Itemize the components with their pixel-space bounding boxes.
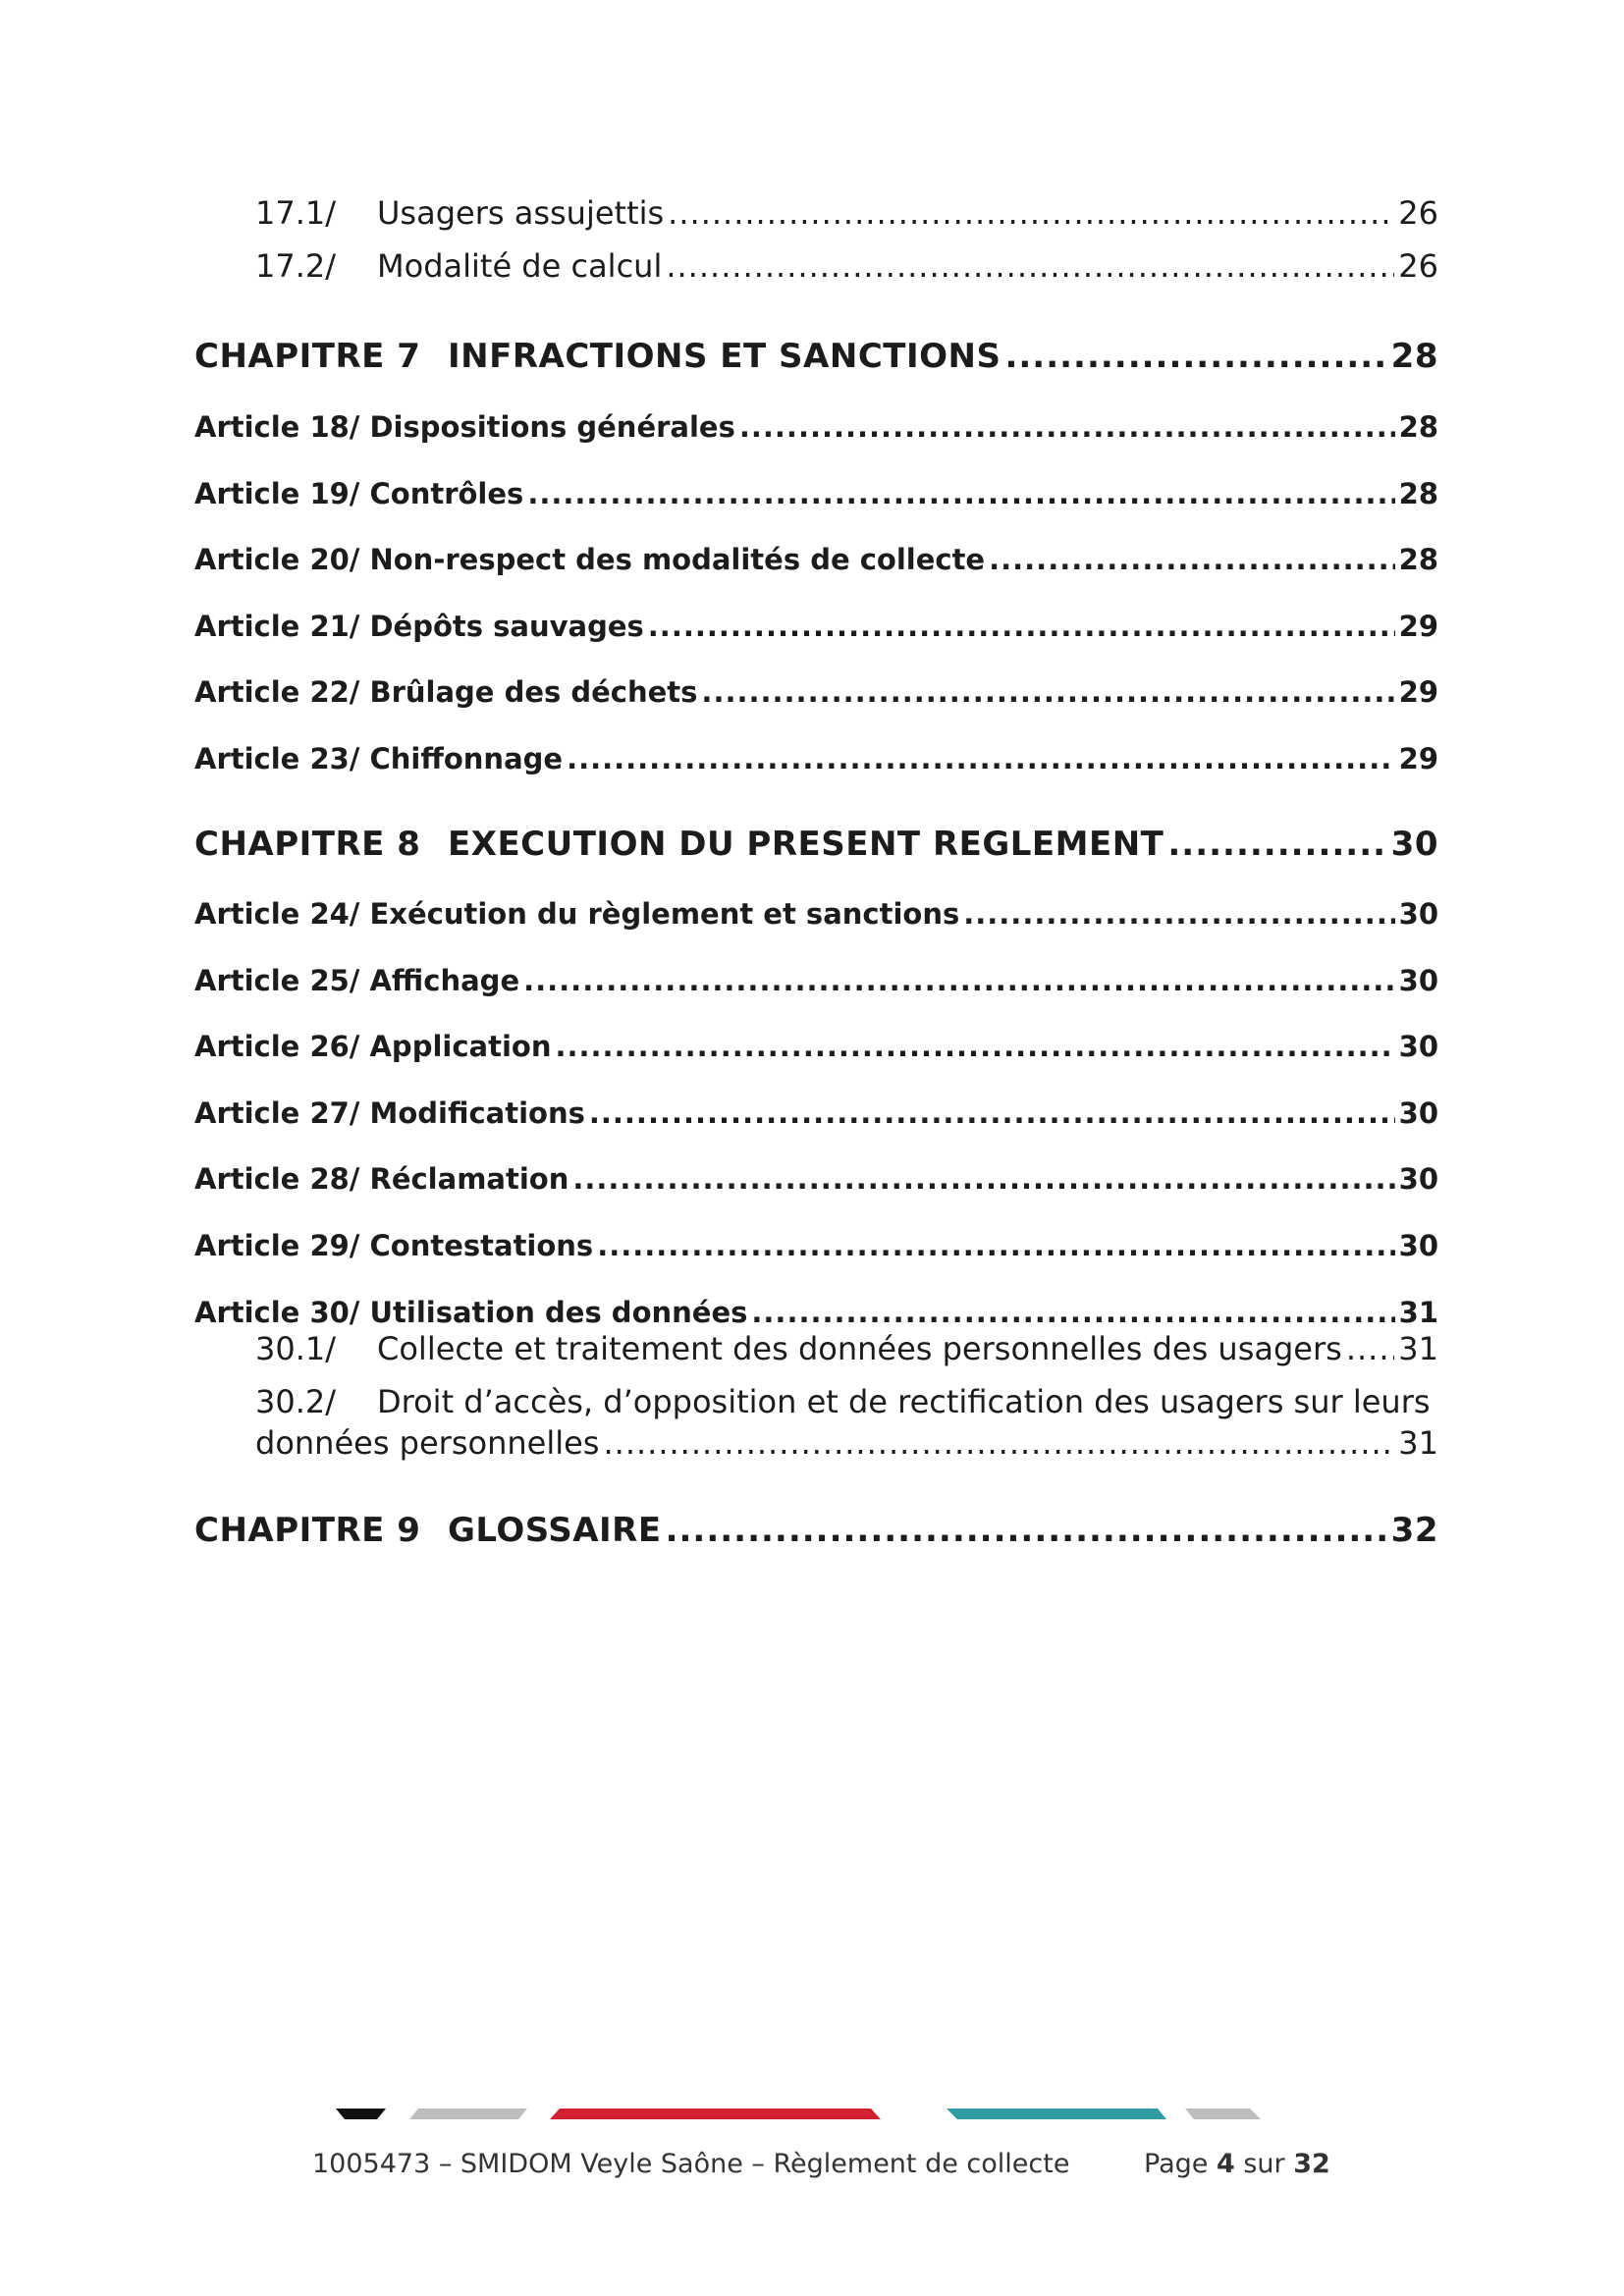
dot-leader: [597, 1229, 1394, 1262]
toc-chapter-7[interactable]: [194, 337, 1438, 376]
toc-entry-page: 29: [1398, 742, 1438, 775]
dot-leader: [555, 1030, 1394, 1063]
chapter-title: INFRACTIONS ET SANCTIONS: [448, 337, 1001, 376]
toc-article-23[interactable]: [194, 742, 1438, 775]
toc-article-30[interactable]: [194, 1296, 1438, 1329]
toc-entry-label: Article 20/ Non-respect des modalités de collecte: [194, 543, 986, 576]
toc-entry-page: 30: [1398, 1162, 1438, 1196]
toc-entry-label: Article 28/ Réclamation: [194, 1162, 569, 1196]
footer-page-number: [1144, 2149, 1330, 2179]
toc-entry-label: Modalité de calcul: [377, 247, 663, 285]
toc-entry-label: Article 26/ Application: [194, 1030, 552, 1063]
toc-entry-page: 31: [1398, 1296, 1438, 1329]
chapter-title: GLOSSAIRE: [448, 1511, 662, 1550]
dot-leader: [1346, 1330, 1394, 1367]
toc-entry-page: 30: [1398, 1096, 1438, 1130]
toc-entry-page: 30: [1398, 1229, 1438, 1262]
toc-entry-label: Article 18/ Dispositions générales: [194, 410, 735, 444]
toc-entry-page: 28: [1398, 477, 1438, 510]
dot-leader: [701, 675, 1394, 709]
toc-entry-label: Article 21/ Dépôts sauvages: [194, 610, 644, 643]
toc-entry-line: [255, 1383, 1438, 1420]
toc-article-26[interactable]: [194, 1030, 1438, 1063]
toc-article-18[interactable]: [194, 410, 1438, 444]
toc-article-22[interactable]: [194, 675, 1438, 709]
dot-leader: [963, 897, 1394, 931]
toc-entry-17-2[interactable]: [255, 247, 1438, 285]
toc-article-20[interactable]: [194, 543, 1438, 576]
toc-entry-label: Article 24/ Exécution du règlement et sanctions: [194, 897, 960, 931]
toc-article-19[interactable]: [194, 477, 1438, 510]
toc-entry-number: 17.1/: [255, 194, 337, 232]
toc-entry-label: Article 19/ Contrôles: [194, 477, 524, 510]
toc-article-21[interactable]: [194, 610, 1438, 643]
toc-chapter-8[interactable]: [194, 825, 1438, 864]
toc-entry-17-1[interactable]: [255, 194, 1438, 232]
dot-leader: [751, 1296, 1394, 1329]
chapter-number: CHAPITRE 9: [194, 1511, 421, 1550]
toc-entry-page: 28: [1390, 337, 1438, 376]
toc-article-29[interactable]: [194, 1229, 1438, 1262]
dot-leader: [668, 194, 1394, 232]
toc-entry-page: 30: [1398, 964, 1438, 997]
toc-entry-number: 30.2/: [255, 1383, 337, 1420]
dot-leader: [603, 1424, 1394, 1462]
dot-leader: [523, 964, 1395, 997]
toc-entry-page: 29: [1398, 675, 1438, 709]
toc-entry-page: 28: [1398, 543, 1438, 576]
chapter-title: EXECUTION DU PRESENT REGLEMENT: [448, 825, 1164, 864]
dot-leader: [666, 247, 1394, 285]
toc-chapter-9[interactable]: [194, 1511, 1438, 1550]
toc-entry-number: 30.1/: [255, 1330, 337, 1367]
dot-leader: [567, 742, 1395, 775]
toc-entry-page: 31: [1398, 1330, 1438, 1367]
footer-page-total: 32: [1293, 2149, 1330, 2179]
toc-entry-label-continued: données personnelles: [255, 1424, 600, 1462]
toc-article-27[interactable]: [194, 1096, 1438, 1130]
toc-entry-label: Article 30/ Utilisation des données: [194, 1296, 748, 1329]
dot-leader: [589, 1096, 1395, 1130]
toc-entry-page: 30: [1398, 897, 1438, 931]
toc-entry-label: Article 22/ Brûlage des déchets: [194, 675, 698, 709]
dot-leader: [572, 1162, 1394, 1196]
toc-entry-30-2[interactable]: [255, 1383, 1438, 1462]
chapter-number: CHAPITRE 7: [194, 337, 421, 376]
toc-article-24[interactable]: [194, 897, 1438, 931]
toc-entry-page: 29: [1398, 610, 1438, 643]
toc-entry-page: 30: [1398, 1030, 1438, 1063]
toc-entry-30-1[interactable]: [255, 1330, 1438, 1367]
dot-leader: [1167, 825, 1386, 864]
toc-entry-line: [255, 1424, 1438, 1462]
toc-entry-label: Article 29/ Contestations: [194, 1229, 594, 1262]
toc-entry-page: 30: [1390, 825, 1438, 864]
toc-entry-page: 26: [1398, 194, 1438, 232]
toc-entry-label: Droit d’accès, d’opposition et de rectification des usagers sur leurs: [377, 1383, 1431, 1420]
toc-entry-page: 31: [1398, 1424, 1438, 1462]
footer-document-reference: 1005473 – SMIDOM Veyle Saône – Règlement de collecte: [312, 2149, 1070, 2179]
toc-entry-page: 32: [1390, 1511, 1438, 1550]
dot-leader: [989, 543, 1395, 576]
toc-entry-label: Collecte et traitement des données personnelles des usagers: [377, 1330, 1342, 1367]
toc-entry-label: Article 23/ Chiffonnage: [194, 742, 564, 775]
dot-leader: [666, 1511, 1387, 1550]
dot-leader: [1004, 337, 1386, 376]
dot-leader: [527, 477, 1394, 510]
toc-entry-label: Article 25/ Affichage: [194, 964, 520, 997]
toc-entry-label: Article 27/ Modifications: [194, 1096, 585, 1130]
toc-entry-page: 26: [1398, 247, 1438, 285]
chapter-number: CHAPITRE 8: [194, 825, 421, 864]
toc-article-25[interactable]: [194, 964, 1438, 997]
dot-leader: [739, 410, 1395, 444]
dot-leader: [648, 610, 1395, 643]
toc-entry-page: 28: [1398, 410, 1438, 444]
footer-page-current: 4: [1216, 2149, 1235, 2179]
footer-page-separator: sur: [1243, 2149, 1285, 2179]
toc-entry-number: 17.2/: [255, 247, 337, 285]
toc-article-28[interactable]: [194, 1162, 1438, 1196]
footer-page-prefix: Page: [1144, 2149, 1209, 2179]
toc-entry-label: Usagers assujettis: [377, 194, 665, 232]
